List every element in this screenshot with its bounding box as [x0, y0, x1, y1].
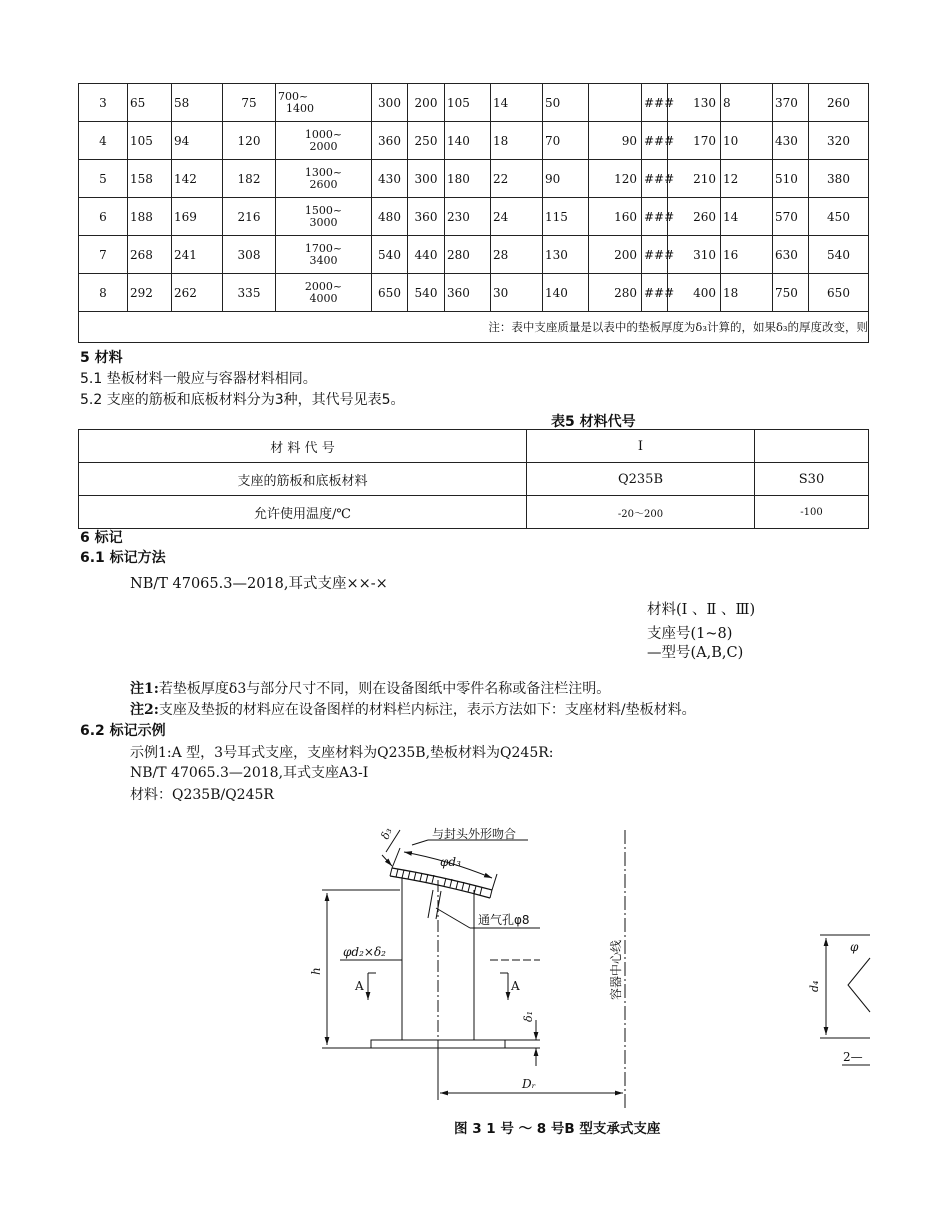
table-cell: 120 [589, 160, 642, 198]
table-cell: 94 [172, 122, 223, 160]
table-cell: 105 [445, 84, 491, 122]
range-top: 1700~ [304, 241, 343, 255]
table-cell: 750 [773, 274, 809, 312]
table-cell: 308 [223, 236, 276, 274]
table-cell: 130 [543, 236, 589, 274]
range-bottom: 3400 [309, 253, 338, 267]
range-top: 1500~ [304, 203, 343, 217]
table5-title: 表5 材料代号 [551, 414, 636, 430]
material-header-col1: I [527, 430, 755, 463]
table-cell: 18 [721, 274, 773, 312]
table-cell: 142 [172, 160, 223, 198]
table-cell: 10 [721, 122, 773, 160]
table-cell: 50 [543, 84, 589, 122]
table-cell: 570 [773, 198, 809, 236]
table-cell: 210 [668, 160, 721, 198]
table-cell: 200 [408, 84, 445, 122]
table-cell: 14 [491, 84, 543, 122]
range-bottom: 3000 [309, 215, 338, 229]
table-cell: 160 [589, 198, 642, 236]
example1-marking: NB/T 47065.3—2018,耳式支座A3-I [130, 765, 369, 781]
range-top: 1000~ [304, 127, 343, 141]
table-cell: 480 [372, 198, 408, 236]
label-h: h [309, 967, 323, 975]
section5-para2: 5.2 支座的筋板和底板材料分为3种，其代号见表5。 [80, 392, 405, 408]
table-cell: 310 [668, 236, 721, 274]
table-cell: 70 [543, 122, 589, 160]
table-cell: 8 [79, 274, 128, 312]
section6-heading: 6 标记 [80, 530, 123, 546]
table-cell: 650 [372, 274, 408, 312]
label-center: 容器中心线 [609, 939, 623, 1000]
table-cell: 24 [491, 198, 543, 236]
table-cell: 16 [721, 236, 773, 274]
table-cell: 380 [809, 160, 869, 198]
table-cell: 12 [721, 160, 773, 198]
table-cell: 58 [172, 84, 223, 122]
table-cell: 268 [128, 236, 172, 274]
table-cell: 22 [491, 160, 543, 198]
table-cell: 450 [809, 198, 869, 236]
label-d3: φd₃ [440, 855, 461, 869]
range-bottom: 2000 [309, 139, 338, 153]
material-header-label: 材 料 代 号 [79, 430, 527, 463]
table-cell: 158 [128, 160, 172, 198]
range-bottom: 1400 [286, 101, 314, 115]
table-cell: 140 [543, 274, 589, 312]
table-cell: 241 [172, 236, 223, 274]
note2-label: 注2: [130, 702, 159, 718]
table-cell: 360 [445, 274, 491, 312]
table-cell: 6 [79, 198, 128, 236]
section6-2-heading: 6.2 标记示例 [80, 723, 166, 739]
note2-text: 支座及垫扳的材料应在设备图样的材料栏内标注，表示方法如下：支座材料/垫板材料。 [158, 702, 696, 718]
range-top: 700~ [278, 89, 309, 103]
table-cell: 650 [809, 274, 869, 312]
material-row-label: 支座的筋板和底板材料 [79, 463, 527, 496]
label-delta1: δ₁ [522, 1010, 535, 1022]
range-top: 1300~ [304, 165, 343, 179]
table-cell: 115 [543, 198, 589, 236]
table-cell: ### [642, 274, 668, 312]
temperature-row-col1: -20～200 [527, 496, 755, 529]
table-cell: 280 [445, 236, 491, 274]
table-cell: 300 [408, 160, 445, 198]
table-cell: 5 [79, 160, 128, 198]
table-cell: 65 [128, 84, 172, 122]
marking-callout-type: —型号(A,B,C) [647, 645, 744, 661]
table-cell: 90 [543, 160, 589, 198]
table-cell: 430 [372, 160, 408, 198]
example1-material: 材料：Q235B/Q245R [130, 787, 274, 803]
table-cell: 170 [668, 122, 721, 160]
table-cell: 8 [721, 84, 773, 122]
label-delta3: δ₃ [378, 826, 395, 842]
table-cell: 105 [128, 122, 172, 160]
range-bottom: 4000 [309, 291, 338, 305]
material-row-col2: S30 [755, 463, 869, 496]
table-cell: ### [642, 160, 668, 198]
example1-text: 示例1:A 型，3号耳式支座，支座材料为Q235B,垫板材料为Q245R: [130, 745, 554, 761]
table-cell: 260 [809, 84, 869, 122]
table-cell: 510 [773, 160, 809, 198]
note1-text: 若垫板厚度δ3与部分尺寸不同，则在设备图纸中零件名称或备注栏注明。 [158, 681, 611, 697]
table-cell: 320 [809, 122, 869, 160]
label-A-right: A [511, 979, 520, 993]
marking-format: NB/T 47065.3—2018,耳式支座××-× [130, 576, 388, 592]
material-row-col1: Q235B [527, 463, 755, 496]
table-cell: 250 [408, 122, 445, 160]
table-cell: ### [642, 198, 668, 236]
range-bottom: 2600 [309, 177, 338, 191]
label-d4: d₄ [808, 980, 821, 992]
table-cell: 370 [773, 84, 809, 122]
table-cell: 18 [491, 122, 543, 160]
table-cell: 400 [668, 274, 721, 312]
section5-heading: 5 材料 [80, 350, 123, 366]
table-cell: 188 [128, 198, 172, 236]
table-cell: 90 [589, 122, 642, 160]
table-note: 注：表中支座质量是以表中的垫板厚度为δ₃计算的，如果δ₃的厚度改变，则 [79, 312, 869, 343]
table-cell: ### [642, 84, 668, 122]
table-cell: 300 [372, 84, 408, 122]
table-cell: 200 [589, 236, 642, 274]
range-top: 2000~ [304, 279, 343, 293]
temperature-row-label: 允许使用温度/℃ [79, 496, 527, 529]
table-cell: 140 [445, 122, 491, 160]
table-cell: 280 [589, 274, 642, 312]
table-cell: 630 [773, 236, 809, 274]
table-cell: 182 [223, 160, 276, 198]
table-cell: 169 [172, 198, 223, 236]
section6-1-heading: 6.1 标记方法 [80, 550, 166, 566]
table-cell: 4 [79, 122, 128, 160]
table-cell: ### [642, 122, 668, 160]
label-vent: 通气孔φ8 [478, 913, 530, 927]
table-cell: 262 [172, 274, 223, 312]
table-cell: 216 [223, 198, 276, 236]
table-cell: 540 [372, 236, 408, 274]
table-cell: 335 [223, 274, 276, 312]
table-cell: 14 [721, 198, 773, 236]
table-cell: 28 [491, 236, 543, 274]
table-cell: 430 [773, 122, 809, 160]
table-cell: 7 [79, 236, 128, 274]
label-pipe: φd₂×δ₂ [343, 945, 386, 959]
table-cell: 360 [372, 122, 408, 160]
table-cell: 540 [809, 236, 869, 274]
label-phi-partial: φ [850, 940, 859, 954]
table-cell: 120 [223, 122, 276, 160]
table-cell: 3 [79, 84, 128, 122]
label-Dr: Dᵣ [522, 1077, 536, 1091]
note1-label: 注1: [130, 681, 159, 697]
figure-caption: 图 3 1 号 ～ 8 号B 型支承式支座 [454, 1121, 661, 1137]
table-cell: 130 [668, 84, 721, 122]
table-cell: 75 [223, 84, 276, 122]
marking-callout-material: 材料(I 、Ⅱ 、Ⅲ) [647, 602, 756, 618]
temperature-row-col2: -100 [755, 496, 869, 529]
table-cell: 360 [408, 198, 445, 236]
table-cell: 30 [491, 274, 543, 312]
table-cell: ### [642, 236, 668, 274]
table-cell: 230 [445, 198, 491, 236]
table-cell: 540 [408, 274, 445, 312]
label-A-left: A [355, 979, 364, 993]
table-cell: 440 [408, 236, 445, 274]
table-cell: 292 [128, 274, 172, 312]
marking-callout-number: 支座号(1~8) [647, 626, 733, 642]
table-cell: 180 [445, 160, 491, 198]
table-cell: 260 [668, 198, 721, 236]
section5-para1: 5.1 垫板材料一般应与容器材料相同。 [80, 371, 317, 387]
label-fit: 与封头外形吻合 [432, 827, 517, 841]
label-two-partial: 2— [843, 1050, 863, 1064]
